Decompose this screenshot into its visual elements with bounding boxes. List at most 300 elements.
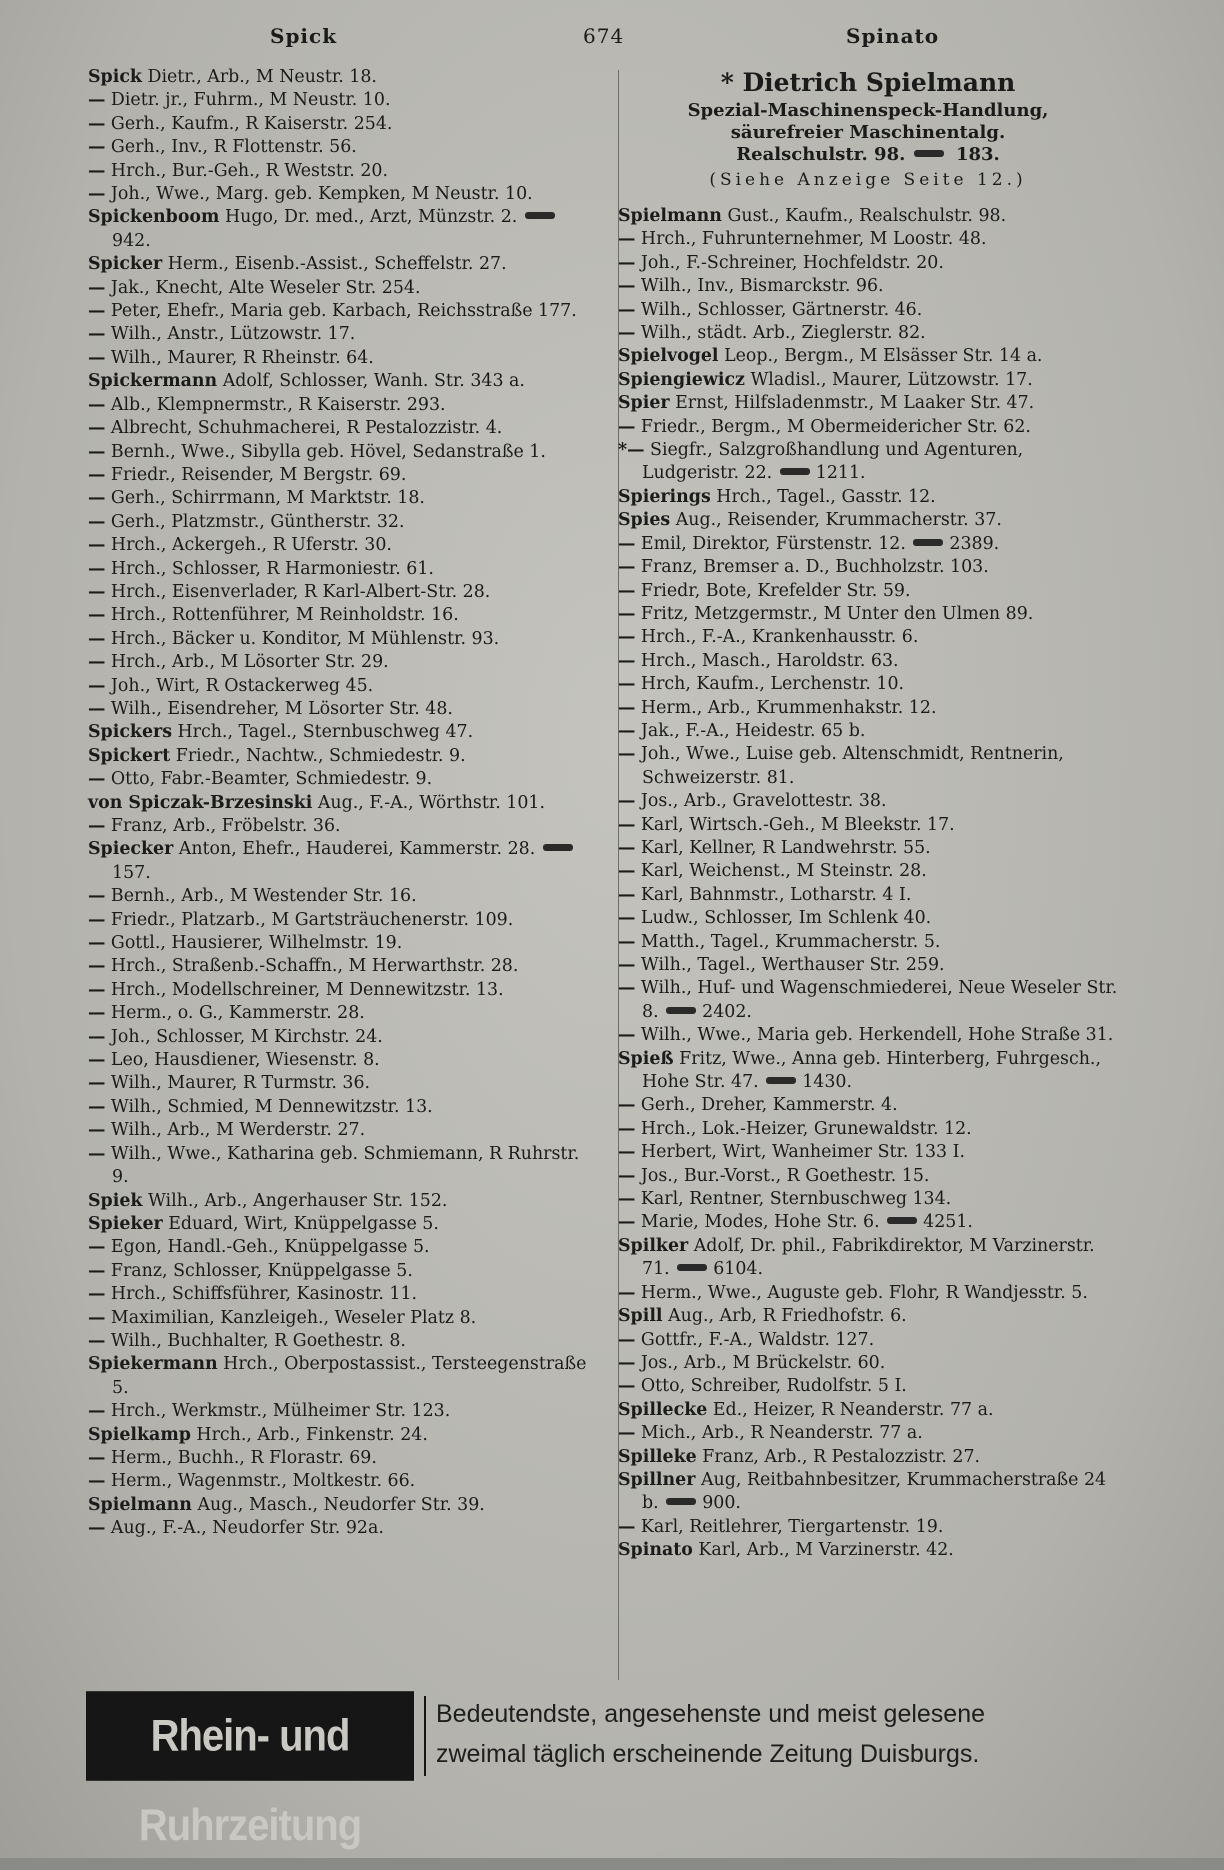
- directory-entry: [618, 1305, 1118, 1328]
- advert-line-1: Spezial-Maschinenspeck-Handlung,: [687, 100, 1049, 121]
- newspaper-advert-banner: [86, 1696, 1126, 1851]
- entry-surname: Spieker: [88, 1213, 163, 1234]
- directory-entry: [618, 486, 1118, 509]
- entry-details: Hrch., Rottenführer, M Reinholdstr. 16.: [110, 605, 459, 626]
- entry-surname: —: [618, 1516, 636, 1537]
- telephone-icon: [914, 150, 944, 157]
- entry-surname: —: [618, 697, 636, 718]
- entry-details: Friedr., Platzarb., M Gartsträuchenerstr. 109.: [110, 909, 514, 930]
- entry-surname: —: [618, 1352, 636, 1373]
- entry-surname: —: [618, 650, 636, 671]
- directory-entry: [88, 1283, 588, 1306]
- entry-surname: —: [618, 627, 636, 648]
- entry-details: Dietr., Arb., M Neustr. 18.: [147, 67, 377, 87]
- directory-entry: [88, 394, 588, 417]
- entry-details: Karl, Rentner, Sternbuschweg 134.: [640, 1189, 952, 1210]
- directory-entry: [618, 907, 1118, 930]
- directory-entry: [618, 814, 1118, 837]
- directory-entry: [88, 604, 588, 627]
- directory-entry: [618, 743, 1118, 790]
- entry-details: Wilh., Buchhalter, R Goethestr. 8.: [110, 1330, 406, 1351]
- entry-surname: Spilleke: [618, 1446, 697, 1467]
- entry-details: Siegfr., Salzgroßhandlung und Agenturen, Ludgeristr. 22.: [642, 440, 1024, 484]
- entry-surname: Spillner: [618, 1469, 696, 1490]
- entry-details: Hrch., Lok.-Heizer, Grunewaldstr. 12.: [640, 1118, 972, 1139]
- entry-surname: —: [618, 323, 636, 344]
- directory-entry: [618, 1422, 1118, 1445]
- directory-entry: [88, 815, 588, 838]
- entry-surname: —: [618, 1025, 636, 1046]
- telephone-icon: [666, 1498, 696, 1505]
- entry-surname: —: [88, 535, 106, 556]
- entry-details: Ed., Heizer, R Neanderstr. 77 a.: [712, 1399, 994, 1420]
- entry-details: Herbert, Wirt, Wanheimer Str. 133 I.: [640, 1142, 966, 1163]
- advert-line-2: säurefreier Maschinentalg.: [730, 122, 1006, 143]
- directory-entry: [88, 1353, 588, 1400]
- entry-details: Hrch., Modellschreiner, M Dennewitzstr. 13.: [110, 979, 504, 1000]
- entry-surname: Spick: [88, 67, 142, 87]
- directory-entry: [618, 790, 1118, 813]
- entry-phone: 942.: [112, 230, 151, 251]
- entry-surname: Spilker: [618, 1235, 689, 1256]
- entry-surname: —: [618, 720, 636, 741]
- entry-details: Franz, Schlosser, Knüppelgasse 5.: [110, 1260, 413, 1281]
- directory-entry: [618, 626, 1118, 649]
- entry-details: Hrch., Bur.-Geh., R Weststr. 20.: [110, 160, 388, 181]
- directory-entry: [618, 509, 1118, 532]
- directory-entry: [88, 66, 588, 89]
- entry-details: Hrch., Masch., Haroldstr. 63.: [640, 650, 899, 671]
- entry-surname: —: [88, 652, 106, 673]
- directory-entry: [88, 1307, 588, 1330]
- entry-details: Hrch., Straßenb.-Schaffn., M Herwarthstr. 28.: [110, 956, 519, 977]
- directory-entry: [618, 1352, 1118, 1375]
- entry-surname: —: [88, 347, 106, 368]
- entry-surname: Spinato: [618, 1540, 693, 1561]
- directory-entry: [88, 1260, 588, 1283]
- directory-entry: [88, 792, 588, 815]
- directory-entry: [618, 1375, 1118, 1398]
- entry-details: Friedr., Bergm., M Obermeidericher Str. 62.: [640, 416, 1031, 437]
- entry-surname: Spierings: [618, 486, 711, 507]
- entry-details: Matth., Tagel., Krummacherstr. 5.: [640, 931, 941, 952]
- directory-entry: [88, 370, 588, 393]
- entry-phone: 4251.: [923, 1212, 973, 1233]
- entry-details: Eduard, Wirt, Knüppelgasse 5.: [168, 1213, 439, 1234]
- entry-details: Bernh., Wwe., Sibylla geb. Hövel, Sedanstraße 1.: [110, 441, 546, 462]
- directory-entry: [88, 300, 588, 323]
- entry-surname: Spillecke: [618, 1399, 708, 1420]
- directory-entry: [618, 1539, 1118, 1562]
- entry-details: Hrch., Werkmstr., Mülheimer Str. 123.: [110, 1401, 451, 1422]
- entry-surname: Spickert: [88, 745, 171, 766]
- entry-surname: Spier: [618, 393, 670, 414]
- directory-entry: [618, 1188, 1118, 1211]
- entry-details: Herm., Wwe., Auguste geb. Flohr, R Wandjesstr. 5.: [640, 1282, 1088, 1303]
- spielmann-advert: [618, 66, 1118, 191]
- entry-surname: —: [88, 979, 106, 1000]
- directory-entry: [618, 650, 1118, 673]
- directory-entry: [618, 1235, 1118, 1282]
- entry-surname: —: [88, 675, 106, 696]
- directory-entry: [618, 603, 1118, 626]
- directory-entry: [618, 533, 1118, 556]
- banner-line-2: zweimal täglich erscheinende Zeitung Duisburgs.: [436, 1740, 980, 1768]
- entry-details: Aug., Masch., Neudorfer Str. 39.: [197, 1494, 485, 1515]
- directory-entry: [618, 275, 1118, 298]
- entry-surname: —: [618, 1142, 636, 1163]
- entry-surname: —: [88, 909, 106, 930]
- entry-details: Gerh., Kaufm., R Kaiserstr. 254.: [110, 113, 393, 134]
- directory-entry: [618, 977, 1118, 1024]
- entry-surname: —: [88, 160, 106, 181]
- entry-surname: —: [88, 1120, 106, 1141]
- directory-entry: [88, 651, 588, 674]
- directory-entry: [88, 464, 588, 487]
- entry-surname: —: [88, 769, 106, 790]
- entry-details: Joh., Schlosser, M Kirchstr. 24.: [110, 1026, 383, 1047]
- directory-entry: [88, 628, 588, 651]
- entry-details: Friedr., Reisender, M Bergstr. 69.: [110, 464, 407, 485]
- directory-entry: [88, 1096, 588, 1119]
- entry-details: Jak., Knecht, Alte Weseler Str. 254.: [110, 277, 421, 298]
- entry-details: Franz, Bremser a. D., Buchholzstr. 103.: [640, 557, 989, 578]
- entry-surname: —: [618, 1423, 636, 1444]
- directory-entry: [88, 675, 588, 698]
- directory-entry: [88, 1517, 588, 1540]
- entry-surname: Spickenboom: [88, 207, 220, 228]
- entry-surname: Spielvogel: [618, 346, 719, 367]
- entry-details: Fritz, Metzgermstr., M Unter den Ulmen 89.: [640, 603, 1034, 624]
- directory-entry: [618, 720, 1118, 743]
- directory-entry: [88, 1119, 588, 1142]
- directory-entry: [618, 345, 1118, 368]
- directory-entry: [88, 1400, 588, 1423]
- directory-entry: [618, 322, 1118, 345]
- entry-surname: Spiengiewicz: [618, 369, 745, 390]
- entry-details: Hugo, Dr. med., Arzt, Münzstr. 2.: [224, 207, 518, 228]
- directory-entry: [88, 417, 588, 440]
- entry-details: Jos., Arb., Gravelottestr. 38.: [640, 791, 887, 812]
- directory-entry: [618, 392, 1118, 415]
- directory-entry: [618, 556, 1118, 579]
- entry-details: Emil, Direktor, Fürstenstr. 12.: [640, 533, 906, 554]
- directory-entry: [88, 1049, 588, 1072]
- entry-details: Hrch., Bäcker u. Konditor, M Mühlenstr. 93.: [110, 628, 500, 649]
- entry-surname: —: [618, 1165, 636, 1186]
- telephone-icon: [677, 1264, 707, 1271]
- telephone-icon: [525, 212, 555, 219]
- entry-phone: 6104.: [713, 1259, 763, 1280]
- entry-surname: —: [618, 580, 636, 601]
- entry-surname: —: [88, 277, 106, 298]
- entry-details: Wilh., Arb., M Werderstr. 27.: [110, 1120, 366, 1141]
- directory-entry: [88, 277, 588, 300]
- entry-details: Herm., o. G., Kammerstr. 28.: [110, 1003, 365, 1024]
- entry-details: Alb., Klempnermstr., R Kaiserstr. 293.: [110, 394, 446, 415]
- entry-surname: —: [88, 137, 106, 158]
- newspaper-brand: Rhein- und Ruhrzeitung: [86, 1691, 414, 1781]
- entry-surname: Spielmann: [88, 1494, 192, 1515]
- entry-details: Herm., Arb., Krummenhakstr. 12.: [640, 697, 937, 718]
- entry-details: Otto, Schreiber, Rudolfstr. 5 I.: [640, 1376, 907, 1397]
- entry-details: Adolf, Dr. phil., Fabrikdirektor, M Varzinerstr. 71.: [642, 1235, 1095, 1280]
- entry-details: Joh., Wirt, R Ostackerweg 45.: [110, 675, 374, 696]
- entry-surname: —: [88, 464, 106, 485]
- entry-surname: —: [88, 1284, 106, 1305]
- entry-surname: —: [88, 1401, 106, 1422]
- entry-details: Hrch., Eisenverlader, R Karl-Albert-Str. 28.: [110, 581, 491, 602]
- entry-surname: —: [88, 1026, 106, 1047]
- entry-surname: —: [618, 252, 636, 273]
- entry-surname: —: [88, 418, 106, 439]
- entry-details: Friedr., Nachtw., Schmiedestr. 9.: [175, 745, 466, 766]
- banner-rule: [424, 1696, 426, 1776]
- directory-entry: [618, 1211, 1118, 1234]
- entry-details: Herm., Eisenb.-Assist., Scheffelstr. 27.: [167, 254, 507, 275]
- directory-entry: [88, 89, 588, 112]
- directory-entry: [618, 1094, 1118, 1117]
- entry-details: Leop., Bergm., M Elsässer Str. 14 a.: [724, 346, 1043, 367]
- entry-surname: —: [88, 1003, 106, 1024]
- entry-details: Aug., Reisender, Krummacherstr. 37.: [675, 510, 1002, 531]
- entry-details: Friedr, Bote, Krefelder Str. 59.: [640, 580, 911, 601]
- entry-surname: —: [88, 1518, 106, 1539]
- directory-entry: [88, 183, 588, 206]
- entry-details: Karl, Arb., M Varzinerstr. 42.: [698, 1540, 954, 1561]
- directory-entry: [618, 369, 1118, 392]
- entry-surname: —: [88, 301, 106, 322]
- directory-entry: [618, 416, 1118, 439]
- telephone-icon: [913, 539, 943, 546]
- entry-surname: —: [88, 816, 106, 836]
- entry-surname: —: [618, 1212, 636, 1233]
- entry-surname: —: [618, 861, 636, 882]
- right-column: [618, 66, 1118, 1563]
- entry-surname: —: [88, 488, 106, 509]
- entry-surname: —: [88, 511, 106, 532]
- telephone-icon: [766, 1077, 796, 1084]
- directory-entry: [88, 534, 588, 557]
- directory-entry: [618, 439, 1118, 486]
- directory-entry: [618, 1282, 1118, 1305]
- directory-entry: [88, 1494, 588, 1517]
- entry-surname: —: [618, 1376, 636, 1397]
- entry-surname: —: [88, 605, 106, 626]
- entry-details: Jos., Bur.-Vorst., R Goethestr. 15.: [640, 1165, 930, 1186]
- entry-details: Anton, Ehefr., Hauderei, Kammerstr. 28.: [178, 839, 536, 860]
- directory-entry: [88, 955, 588, 978]
- entry-surname: —: [88, 1307, 106, 1328]
- entry-details: Gerh., Inv., R Flottenstr. 56.: [110, 137, 357, 158]
- entry-surname: —: [88, 628, 106, 649]
- directory-entry: [618, 252, 1118, 275]
- directory-entry: [88, 909, 588, 932]
- entry-surname: Spiekermann: [88, 1354, 218, 1375]
- entry-surname: —: [88, 698, 106, 719]
- entry-surname: —: [618, 955, 636, 975]
- directory-entry: [88, 206, 588, 253]
- entry-surname: —: [88, 1447, 106, 1468]
- entry-surname: —: [88, 394, 106, 415]
- entry-surname: —: [88, 956, 106, 977]
- running-header-right: Spinato: [846, 24, 940, 48]
- entry-surname: Spill: [618, 1306, 663, 1327]
- entry-details: Bernh., Arb., M Westender Str. 16.: [110, 886, 417, 907]
- entry-details: Aug., F.-A., Wörthstr. 101.: [317, 792, 545, 813]
- entry-details: Hrch., Ackergeh., R Uferstr. 30.: [110, 535, 392, 556]
- entry-details: Wilh., Anstr., Lützowstr. 17.: [110, 324, 356, 345]
- entry-details: Ludw., Schlosser, Im Schlenk 40.: [640, 908, 932, 929]
- entry-surname: —: [88, 441, 106, 462]
- entry-details: Gerh., Dreher, Kammerstr. 4.: [640, 1095, 898, 1116]
- directory-entry: [88, 1470, 588, 1493]
- entry-details: Gerh., Schirrmann, M Marktstr. 18.: [110, 488, 425, 509]
- entry-surname: —: [88, 581, 106, 602]
- entry-details: Leo, Hausdiener, Wiesenstr. 8.: [110, 1050, 380, 1071]
- directory-entry: [618, 1516, 1118, 1539]
- entry-surname: —: [88, 324, 106, 345]
- entry-details: Hrch., Schlosser, R Harmoniestr. 61.: [110, 558, 434, 579]
- entry-details: Albrecht, Schuhmacherei, R Pestalozzistr. 4.: [110, 418, 503, 439]
- telephone-icon: [887, 1217, 917, 1224]
- entry-surname: —: [618, 791, 636, 812]
- entry-details: Karl, Wirtsch.-Geh., M Bleekstr. 17.: [640, 814, 955, 835]
- entry-surname: —: [88, 184, 106, 205]
- entry-phone: 157.: [112, 862, 151, 883]
- entry-details: Fritz, Wwe., Anna geb. Hinterberg, Fuhrgesch., Hohe Str. 47.: [642, 1048, 1101, 1093]
- entry-details: Aug, Reitbahnbesitzer, Krummacherstraße 24 b.: [642, 1469, 1107, 1514]
- entry-surname: —: [88, 1050, 106, 1071]
- directory-entry: [88, 768, 588, 791]
- entry-details: Dietr. jr., Fuhrm., M Neustr. 10.: [110, 90, 391, 111]
- directory-entry: [88, 1072, 588, 1095]
- entry-details: Karl, Kellner, R Landwehrstr. 55.: [640, 837, 931, 858]
- directory-entry: [618, 1024, 1118, 1047]
- entry-details: Hrch., Fuhrunternehmer, M Loostr. 48.: [640, 229, 987, 250]
- entry-surname: Spielmann: [618, 206, 722, 226]
- entry-details: Hrch., F.-A., Krankenhausstr. 6.: [640, 627, 919, 648]
- entry-surname: —: [618, 276, 636, 297]
- entry-details: Marie, Modes, Hohe Str. 6.: [640, 1212, 880, 1233]
- entry-details: Aug., Arb, R Friedhofstr. 6.: [668, 1306, 907, 1327]
- entry-surname: —: [88, 113, 106, 134]
- entry-details: Herm., Wagenmstr., Moltkestr. 66.: [110, 1471, 416, 1492]
- entry-surname: —: [618, 603, 636, 624]
- advert-name: * Dietrich Spielmann: [720, 68, 1016, 97]
- entry-surname: —: [618, 1282, 636, 1303]
- page-number: 674: [583, 24, 625, 48]
- entry-details: Franz, Arb., R Pestalozzistr. 27.: [702, 1446, 981, 1467]
- entry-details: Adolf, Schlosser, Wanh. Str. 343 a.: [222, 371, 525, 392]
- entry-details: Maximilian, Kanzleigeh., Weseler Platz 8.: [110, 1307, 477, 1328]
- directory-entry: [88, 838, 588, 885]
- entry-details: Karl, Weichenst., M Steinstr. 28.: [640, 861, 927, 882]
- entry-surname: —: [618, 978, 636, 999]
- entry-details: Franz, Arb., Fröbelstr. 36.: [110, 816, 341, 836]
- entry-details: Gottl., Hausierer, Wilhelmstr. 19.: [110, 933, 403, 954]
- advert-address-line: [618, 144, 1118, 166]
- entry-surname: —: [618, 814, 636, 835]
- advert-reference: (Siehe Anzeige Seite 12.): [709, 170, 1027, 190]
- entry-surname: —: [88, 1096, 106, 1117]
- left-column: [88, 66, 588, 1541]
- entry-surname: —: [618, 533, 636, 554]
- entry-details: Joh., F.-Schreiner, Hochfeldstr. 20.: [640, 252, 944, 273]
- directory-entry: [88, 932, 588, 955]
- entry-details: Karl, Bahnmstr., Lotharstr. 4 I.: [640, 884, 912, 905]
- directory-entry: [618, 1118, 1118, 1141]
- entry-surname: —: [618, 557, 636, 578]
- entry-phone: 2402.: [702, 1001, 752, 1022]
- advert-address: Realschulstr. 98.: [736, 144, 906, 165]
- entry-details: Wilh., Schmied, M Dennewitzstr. 13.: [110, 1096, 433, 1117]
- directory-entry: [618, 931, 1118, 954]
- directory-entry: [618, 1446, 1118, 1469]
- entry-surname: Spies: [618, 510, 671, 531]
- entry-surname: —: [88, 558, 106, 579]
- entry-surname: —: [618, 931, 636, 952]
- entry-surname: —: [88, 886, 106, 907]
- right-entries: [618, 205, 1118, 1563]
- directory-entry: [618, 837, 1118, 860]
- entry-surname: von Spiczak-Brzesinski: [88, 792, 313, 813]
- directory-entry: [88, 1002, 588, 1025]
- entry-surname: —: [618, 744, 636, 765]
- telephone-icon: [780, 468, 810, 475]
- directory-entry: [618, 205, 1118, 228]
- entry-details: Hrch., Tagel., Gasstr. 12.: [716, 486, 936, 507]
- entry-details: Joh., Wwe., Marg. geb. Kempken, M Neustr. 10.: [110, 184, 533, 205]
- directory-entry: [88, 745, 588, 768]
- entry-surname: Spicker: [88, 254, 163, 275]
- entry-details: Wilh., städt. Arb., Zieglerstr. 82.: [640, 323, 926, 344]
- entry-surname: —: [88, 1237, 106, 1258]
- directory-entry: [618, 1399, 1118, 1422]
- banner-line-1: Bedeutendste, angesehenste und meist gelesene: [436, 1700, 986, 1728]
- directory-entry: [88, 979, 588, 1002]
- entry-surname: —: [618, 1329, 636, 1350]
- directory-entry: [88, 511, 588, 534]
- entry-surname: —: [618, 1189, 636, 1210]
- entry-details: Aug., F.-A., Neudorfer Str. 92a.: [110, 1518, 384, 1539]
- directory-entry: [618, 299, 1118, 322]
- directory-entry: [88, 721, 588, 744]
- entry-surname: Spickermann: [88, 371, 218, 392]
- directory-entry: [618, 228, 1118, 251]
- entry-details: Wilh., Arb., Angerhauser Str. 152.: [147, 1190, 448, 1211]
- entry-details: Hrch., Arb., Finkenstr. 24.: [196, 1424, 428, 1445]
- entry-details: Wladisl., Maurer, Lützowstr. 17.: [750, 369, 1033, 390]
- directory-entry: [618, 697, 1118, 720]
- directory-entry: [618, 860, 1118, 883]
- directory-entry: [88, 1447, 588, 1470]
- entry-surname: —: [618, 229, 636, 250]
- entry-surname: —: [618, 1095, 636, 1116]
- entry-surname: —: [88, 1471, 106, 1492]
- directory-entry: [618, 1165, 1118, 1188]
- directory-entry: [88, 1330, 588, 1353]
- entry-phone: 2389.: [949, 533, 1000, 554]
- running-header-left: Spick: [270, 24, 338, 48]
- directory-entry: [88, 441, 588, 464]
- entry-surname: —: [618, 837, 636, 858]
- entry-surname: Spielkamp: [88, 1424, 191, 1445]
- entry-details: Mich., Arb., R Neanderstr. 77 a.: [640, 1423, 923, 1444]
- entry-surname: —: [88, 1260, 106, 1281]
- entry-details: Otto, Fabr.-Beamter, Schmiedestr. 9.: [110, 769, 433, 790]
- directory-entry: [618, 580, 1118, 603]
